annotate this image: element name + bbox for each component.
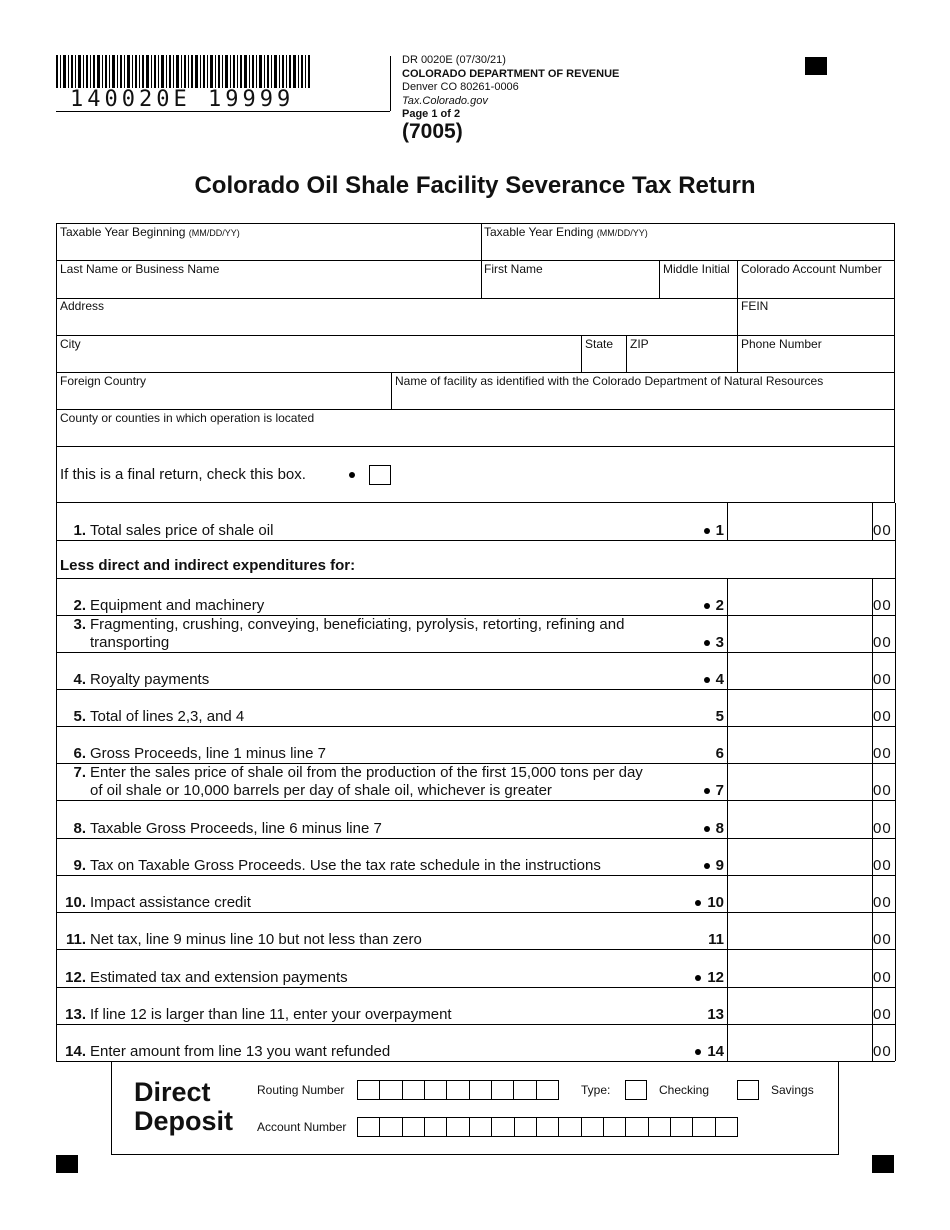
- bullet-icon: [704, 677, 710, 683]
- form-header: [402, 54, 619, 122]
- cents-label: 00: [873, 597, 892, 614]
- line-6-amount-input[interactable]: [728, 727, 872, 762]
- box-number-text: 8: [715, 820, 724, 837]
- line-4-label: [58, 671, 209, 689]
- cents-label: 00: [873, 708, 892, 725]
- line-number: 7.: [73, 764, 86, 781]
- year-end-field[interactable]: Taxable Year Ending (MM/DD/YY): [484, 225, 648, 239]
- line-13-amount-input[interactable]: [728, 988, 872, 1023]
- county-field[interactable]: County or counties in which operation is located: [60, 411, 315, 425]
- cents-label: 00: [873, 522, 892, 539]
- line-5-label: [58, 708, 244, 726]
- cents-label: 00: [873, 931, 892, 948]
- line-text: Enter the sales price of shale oil from the production of the first 15,000 tons per day: [90, 764, 643, 781]
- registration-mark-bottom-right: [872, 1155, 894, 1173]
- line-8-box-number: [660, 820, 724, 837]
- line-text: Equipment and machinery: [90, 597, 265, 614]
- facility-name-field[interactable]: Name of facility as identified with the Colorado Department of Natural Resources: [395, 374, 824, 388]
- year-begin-field[interactable]: Taxable Year Beginning (MM/DD/YY): [60, 225, 240, 239]
- form-code: (7005): [402, 120, 463, 143]
- address-field[interactable]: Address: [60, 299, 105, 313]
- line-14-box-number: [660, 1043, 724, 1060]
- line-11-label: [58, 931, 422, 949]
- box-number-text: 12: [707, 969, 724, 986]
- line-text: Fragmenting, crushing, conveying, beneficiating, pyrolysis, retorting, refining and: [90, 616, 625, 633]
- registration-mark-top-right: [805, 57, 827, 75]
- box-number-text: 2: [715, 597, 724, 614]
- cents-label: 00: [873, 745, 892, 762]
- city-field[interactable]: City: [60, 337, 81, 351]
- line-7-amount-input[interactable]: [728, 764, 872, 799]
- line-number: 6.: [73, 745, 86, 762]
- bullet-icon: [695, 900, 701, 906]
- line-text: Gross Proceeds, line 1 minus line 7: [90, 745, 326, 762]
- line-text: Impact assistance credit: [90, 894, 251, 911]
- line-text-cont: transporting: [90, 634, 170, 651]
- line-number: 13.: [65, 1006, 86, 1023]
- line-5-amount-input[interactable]: [728, 690, 872, 725]
- cents-label: 00: [873, 1043, 892, 1060]
- barcode-image: [56, 55, 310, 88]
- lines-right-border: [895, 503, 896, 1061]
- line-2-box-number: [660, 597, 724, 614]
- box-number-text: 4: [715, 671, 724, 688]
- line-4-box-number: [660, 671, 724, 688]
- routing-number-input[interactable]: [357, 1080, 559, 1100]
- lines-left-border: [56, 503, 57, 1061]
- line-number: 12.: [65, 969, 86, 986]
- box-number-text: 7: [715, 782, 724, 799]
- box-number-text: 10: [707, 894, 724, 911]
- barcode-number: 140020E 19999: [70, 87, 295, 112]
- fein-field[interactable]: FEIN: [741, 299, 769, 313]
- line-9-box-number: [660, 857, 724, 874]
- bullet-icon: [704, 603, 710, 609]
- bullet-icon: [704, 788, 710, 794]
- cents-label: 00: [873, 894, 892, 911]
- line-8-amount-input[interactable]: [728, 801, 872, 837]
- row-divider: [56, 540, 895, 541]
- line-1-box-number: [660, 522, 724, 539]
- bullet-icon: [695, 1049, 701, 1055]
- line-6-label: [58, 745, 326, 763]
- line-10-box-number: [660, 894, 724, 911]
- line-11-box-number: [660, 931, 724, 948]
- line-5-box-number: [660, 708, 724, 725]
- state-field[interactable]: State: [585, 337, 614, 351]
- line-number: 4.: [73, 671, 86, 688]
- line-text: Total sales price of shale oil: [90, 522, 274, 539]
- middle-initial-field[interactable]: Middle Initial: [663, 262, 730, 276]
- line-1-amount-input[interactable]: [728, 504, 872, 539]
- line-text-cont: of oil shale or 10,000 barrels per day of shale oil, whichever is greater: [90, 782, 552, 799]
- line-10-amount-input[interactable]: [728, 876, 872, 911]
- line-text: Net tax, line 9 minus line 10 but not less than zero: [90, 931, 422, 948]
- cents-label: 00: [873, 1006, 892, 1023]
- line-10-label: [58, 894, 251, 912]
- line-number: 10.: [65, 894, 86, 911]
- line-text: Tax on Taxable Gross Proceeds. Use the tax rate schedule in the instructions: [90, 857, 601, 874]
- line-7-label: [58, 764, 643, 800]
- line-number: 1.: [73, 522, 86, 539]
- cents-label: 00: [873, 634, 892, 651]
- line-number: 11.: [65, 931, 86, 948]
- account-number-label: Account Number: [257, 1120, 347, 1134]
- line-9-amount-input[interactable]: [728, 839, 872, 874]
- line-14-label: [58, 1043, 390, 1061]
- header-divider: [390, 56, 391, 111]
- department-address: Denver CO 80261-0006: [402, 81, 519, 93]
- line-13-box-number: [660, 1006, 724, 1023]
- box-number-text: 14: [707, 1043, 724, 1060]
- line-7-box-number: [660, 782, 724, 799]
- phone-field[interactable]: Phone Number: [741, 337, 822, 351]
- cents-label: 00: [873, 969, 892, 986]
- cents-label: 00: [873, 857, 892, 874]
- bullet-icon: [349, 472, 355, 478]
- account-type-label: Type:: [581, 1083, 611, 1097]
- line-number: 5.: [73, 708, 86, 725]
- cents-label: 00: [873, 820, 892, 837]
- department-website: Tax.Colorado.gov: [402, 94, 488, 107]
- line-number: 14.: [65, 1043, 86, 1060]
- direct-deposit-title: Direct Deposit: [134, 1077, 234, 1136]
- bullet-icon: [695, 975, 701, 981]
- first-name-field[interactable]: First Name: [484, 262, 543, 276]
- account-number-input[interactable]: [357, 1117, 738, 1137]
- line-1-label: [58, 522, 273, 540]
- section-heading: Less direct and indirect expenditures for:: [60, 557, 356, 574]
- line-number: 9.: [73, 857, 86, 874]
- form-title: Colorado Oil Shale Facility Severance Tax Return: [194, 172, 756, 199]
- line-number: 3.: [73, 616, 86, 633]
- box-number-text: 5: [715, 708, 724, 725]
- line-13-label: [58, 1006, 452, 1024]
- line-text: Enter amount from line 13 you want refunded: [90, 1043, 391, 1060]
- registration-mark-bottom-left: [56, 1155, 78, 1173]
- foreign-country-field[interactable]: Foreign Country: [60, 374, 147, 388]
- line-14-amount-input[interactable]: [728, 1025, 872, 1060]
- line-text: If line 12 is larger than line 11, enter your overpayment: [90, 1006, 452, 1023]
- box-number-text: 6: [715, 745, 724, 762]
- line-3-label: [58, 616, 624, 652]
- line-2-amount-input[interactable]: [728, 579, 872, 614]
- bullet-icon: [704, 863, 710, 869]
- box-number-text: 11: [708, 931, 724, 948]
- bullet-icon: [704, 640, 710, 646]
- department-name: COLORADO DEPARTMENT OF REVENUE: [402, 67, 620, 80]
- line-11-amount-input[interactable]: [728, 913, 872, 948]
- line-3-box-number: [660, 634, 724, 651]
- line-2-label: [58, 597, 264, 615]
- line-number: 8.: [73, 820, 86, 837]
- line-12-label: [58, 969, 348, 987]
- bullet-icon: [704, 528, 710, 534]
- savings-label: Savings: [771, 1083, 814, 1097]
- cents-label: 00: [873, 782, 892, 799]
- line-number: 2.: [73, 597, 86, 614]
- box-number-text: 1: [715, 522, 724, 539]
- zip-field[interactable]: ZIP: [630, 337, 649, 351]
- line-6-box-number: [660, 745, 724, 762]
- line-text: Taxable Gross Proceeds, line 6 minus line 7: [90, 820, 382, 837]
- line-text: Estimated tax and extension payments: [90, 969, 348, 986]
- bullet-icon: [704, 826, 710, 832]
- page-number: Page 1 of 2: [402, 108, 461, 120]
- checking-checkbox[interactable]: [625, 1080, 647, 1100]
- form-id: DR 0020E (07/30/21): [402, 54, 506, 66]
- line-4-amount-input[interactable]: [728, 653, 872, 688]
- cents-label: 00: [873, 671, 892, 688]
- final-return-checkbox[interactable]: [369, 465, 391, 485]
- line-text: Royalty payments: [90, 671, 210, 688]
- last-name-field[interactable]: Last Name or Business Name: [60, 262, 220, 276]
- header-underline: [56, 111, 390, 112]
- checking-label: Checking: [659, 1083, 710, 1097]
- line-text: Total of lines 2,3, and 4: [90, 708, 245, 725]
- account-number-field[interactable]: Colorado Account Number: [741, 262, 882, 276]
- box-number-text: 13: [707, 1006, 724, 1023]
- line-3-amount-input[interactable]: [728, 616, 872, 651]
- line-9-label: [58, 857, 601, 875]
- final-return-label: If this is a final return, check this box.: [60, 466, 306, 483]
- routing-number-label: Routing Number: [257, 1083, 345, 1097]
- box-number-text: 9: [715, 857, 724, 874]
- savings-checkbox[interactable]: [737, 1080, 759, 1100]
- box-number-text: 3: [715, 634, 724, 651]
- line-8-label: [58, 820, 382, 838]
- line-12-amount-input[interactable]: [728, 950, 872, 986]
- line-12-box-number: [660, 969, 724, 986]
